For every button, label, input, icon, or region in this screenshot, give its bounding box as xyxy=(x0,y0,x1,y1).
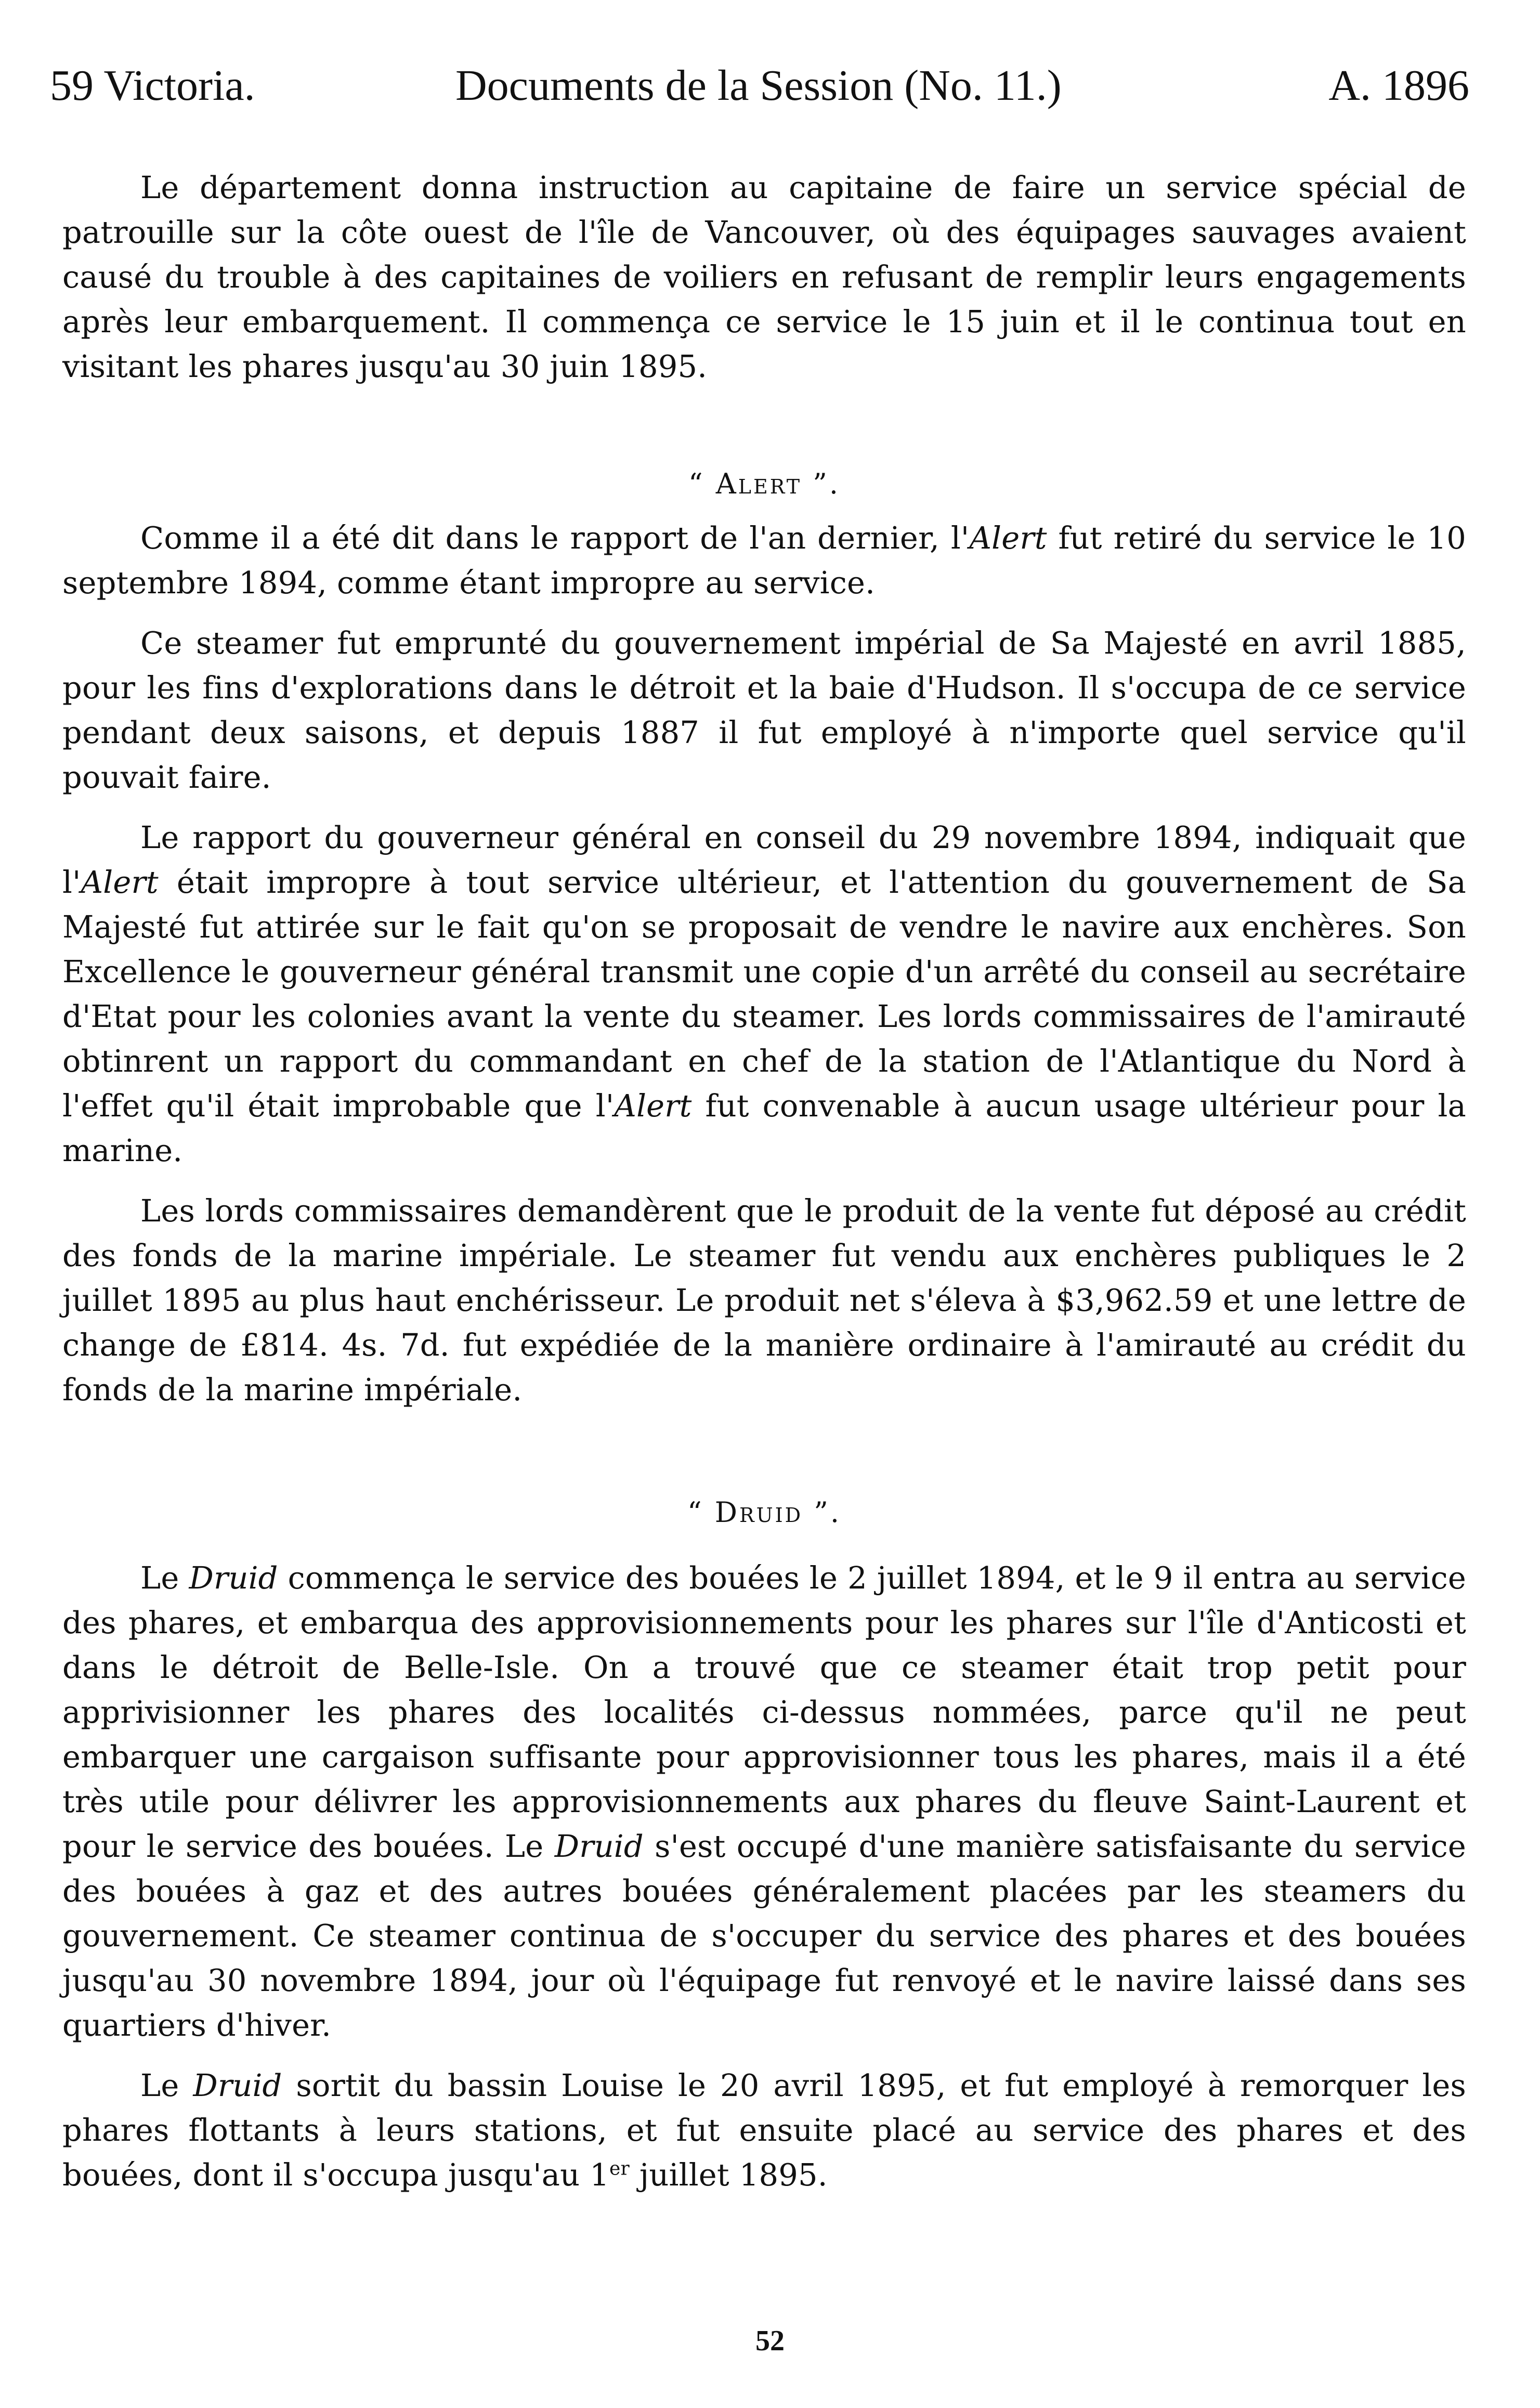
header-volume-year: A. 1896 xyxy=(1328,61,1469,110)
document-body xyxy=(62,165,1466,2213)
ship-name-alert: Alert xyxy=(614,1088,692,1124)
ship-name-druid: Druid xyxy=(554,1828,644,1864)
paragraph-alert-withdrawn xyxy=(62,516,1466,605)
ship-name-alert: Alert xyxy=(969,520,1047,556)
ship-name-alert: Alert xyxy=(81,864,159,900)
running-header xyxy=(50,57,1469,114)
section-heading-alert: “ Alert ”. xyxy=(688,467,840,500)
page-number: 52 xyxy=(755,2325,785,2357)
ordinal-superscript: er xyxy=(609,2158,630,2180)
text-run: était impropre à tout service ultérieur, et l'attention du gouvernement de Sa Majesté fut attirée sur le fait qu'on se proposait de vendre le navire aux enchères. Son Excellence le gouverneur général transmit une copie d'un arrêté du conseil au secrétaire d'Etat pour les colonies avant la vente du steamer. Les lords commissaires de l'amirauté obtinrent un rapport du commandant en chef de la station de l'Atlantique du Nord à l'effet qu'il était improbable que l' xyxy=(62,864,1466,1124)
text-run: commença le service des bouées le 2 juillet 1894, et le 9 il entra au service des phares, et embarqua des approvisionnements pour les phares sur l'île d'Anticosti et dans le détroit de Belle-Isle. On a trouvé que ce steamer était trop petit pour apprivisionner les phares des localités ci-dessus nommées, parce qu'il ne peut embarquer une cargaison suffisante pour approvisionner tous les phares, mais il a été très utile pour délivrer les approvisionnements aux phares du fleuve Saint-Laurent et pour le service des bouées. Le xyxy=(62,1560,1466,1864)
header-document-title: Documents de la Session (No. 11.) xyxy=(455,61,1062,110)
text-run: fut convenable à aucun usage ultérieur pour la marine. xyxy=(62,1088,1466,1168)
text-run: Le xyxy=(140,1560,189,1596)
paragraph-druid-1895-service xyxy=(62,2063,1466,2197)
paragraph-alert-sale-report xyxy=(62,815,1466,1173)
ship-name-druid: Druid xyxy=(189,1560,278,1596)
text-run: Le xyxy=(140,2067,193,2103)
paragraph-alert-history: Ce steamer fut emprunté du gouvernement impérial de Sa Majesté en avril 1885, pour les fins d'explorations dans le détroit et la baie d'Hudson. Il s'occupa de ce service pendant deux saisons, et depuis 1887 il fut employé à n'importe quel service qu'il pouvait faire. xyxy=(62,625,1466,795)
section-heading-druid: “ Druid ”. xyxy=(687,1496,842,1529)
text-run: s'est occupé d'une manière satisfaisante du service des bouées à gaz et des autres bouées généralement placées par les steamers du gouvernement. Ce steamer continua de s'occuper du service des phares et des bouées jusqu'au 30 novembre 1894, jour où l'équipage fut renvoyé et le navire laissé dans ses quartiers d'hiver. xyxy=(62,1828,1466,2043)
text-run: Le rapport du gouverneur général en conseil du 29 novembre 1894, indiquait que l' xyxy=(62,819,1466,900)
text-run: juillet 1895. xyxy=(629,2157,828,2193)
paragraph-druid-1894-service xyxy=(62,1556,1466,2048)
ship-name-druid: Druid xyxy=(193,2067,282,2103)
text-run: sortit du bassin Louise le 20 avril 1895, et fut employé à remorquer les phares flottants à leurs stations, et fut ensuite placé au service des phares et des bouées, dont il s'occupa jusqu'au 1 xyxy=(62,2067,1467,2193)
paragraph-patrol-service: Le département donna instruction au capitaine de faire un service spécial de patrouille sur la côte ouest de l'île de Vancouver, où des équipages sauvages avaient causé du trouble à des capitaines de voiliers en refusant de remplir leurs engagements après leur embarquement. Il commença ce service le 15 juin et il le continua tout en visitant les phares jusqu'au 30 juin 1895. xyxy=(62,170,1466,384)
paragraph-alert-sale-proceeds: Les lords commissaires demandèrent que le produit de la vente fut déposé au crédit des fonds de la marine impériale. Le steamer fut vendu aux enchères publiques le 2 juillet 1895 au plus haut enchérisseur. Le produit net s'éleva à $3,962.59 et une lettre de change de £814. 4s. 7d. fut expédiée de la manière ordinaire à l'amirauté au crédit du fonds de la marine impériale. xyxy=(62,1193,1466,1408)
header-session-year: 59 Victoria. xyxy=(50,61,255,110)
text-run: Comme il a été dit dans le rapport de l'an dernier, l' xyxy=(140,520,970,556)
text-run: fut retiré du service le 10 septembre 1894, comme étant impropre au service. xyxy=(62,520,1466,601)
